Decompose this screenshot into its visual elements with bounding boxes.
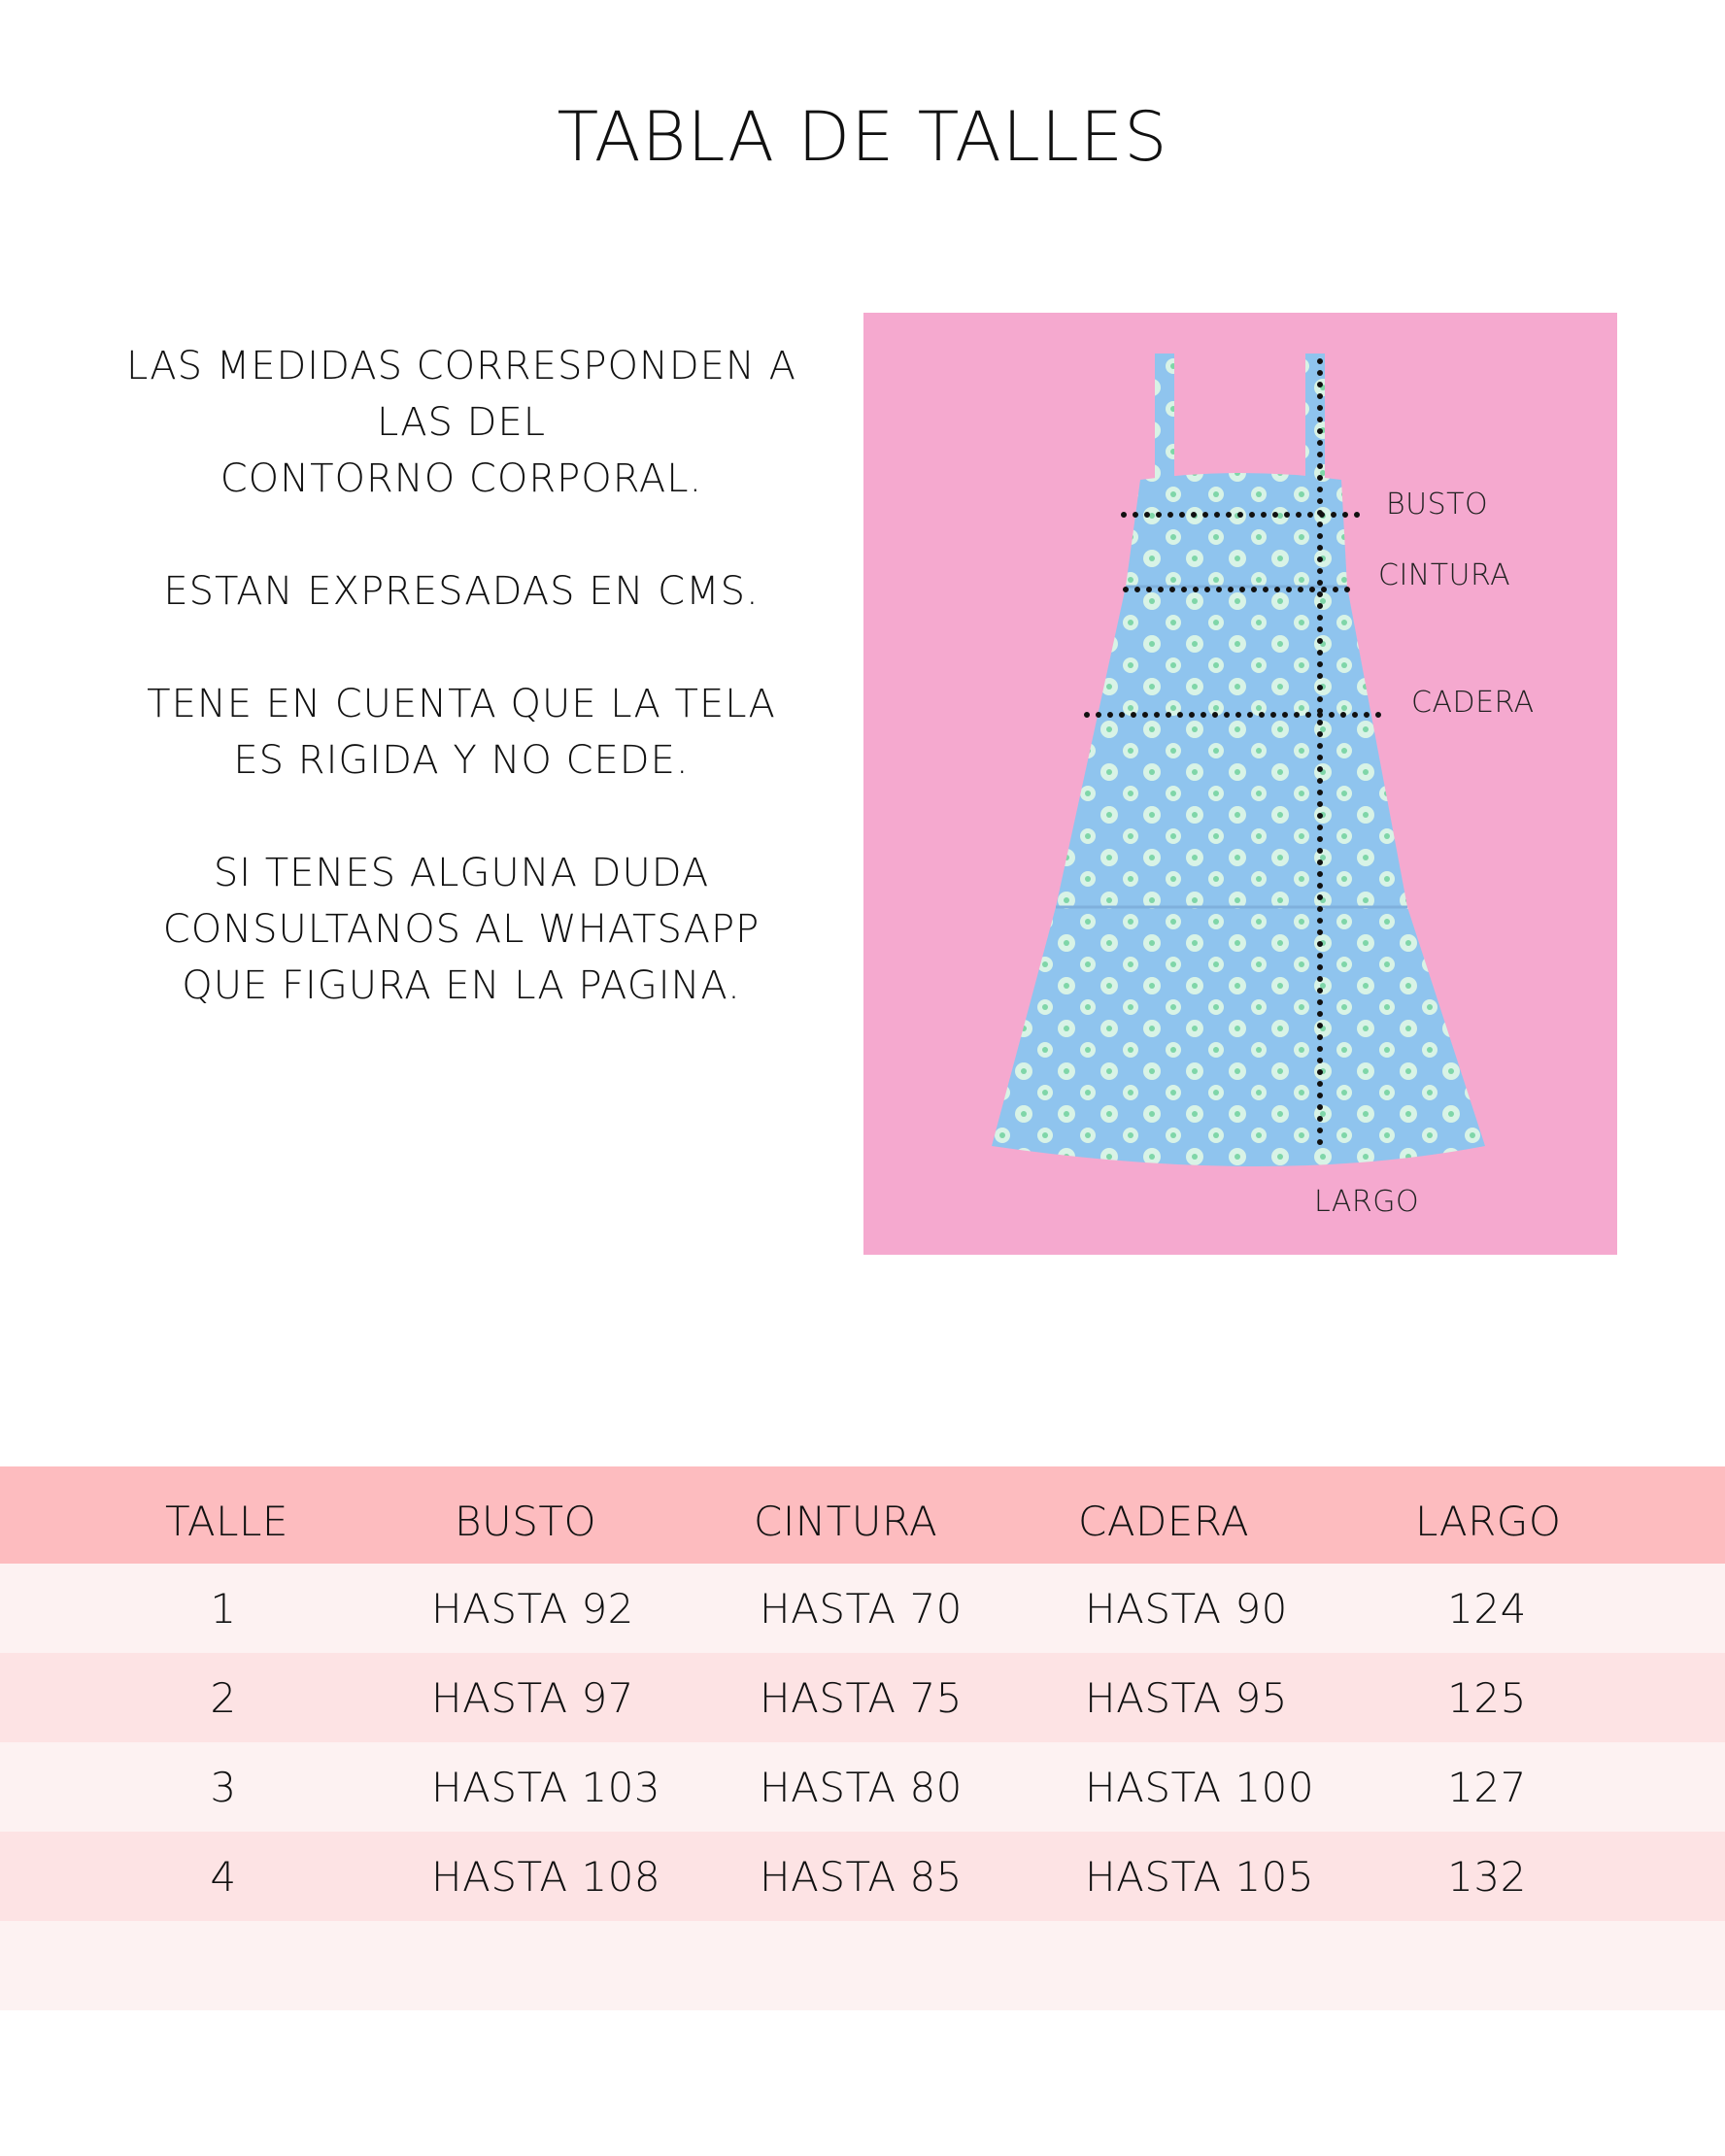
table-row bbox=[0, 1742, 1725, 1832]
dress-strap-left bbox=[1155, 354, 1174, 480]
cintura-label: CINTURA bbox=[1378, 558, 1511, 592]
header-cintura: CINTURA bbox=[754, 1498, 938, 1545]
header-largo: LARGO bbox=[1415, 1498, 1562, 1545]
header-busto: BUSTO bbox=[455, 1498, 597, 1545]
cintura-cell: HASTA 80 bbox=[760, 1764, 963, 1811]
note-line: LAS DEL bbox=[376, 400, 547, 445]
note-line: CONSULTANOS AL WHATSAPP bbox=[162, 907, 761, 952]
dress-bodice bbox=[1126, 473, 1347, 587]
page-title: TABLA DE TALLES bbox=[557, 97, 1168, 177]
busto-cell: HASTA 108 bbox=[431, 1853, 661, 1901]
header-cadera: CADERA bbox=[1078, 1498, 1250, 1545]
size-table bbox=[0, 1466, 1725, 2010]
largo-cell: 124 bbox=[1447, 1585, 1527, 1633]
table-header-row bbox=[0, 1466, 1725, 1564]
busto-label: BUSTO bbox=[1386, 488, 1489, 522]
table-row bbox=[0, 1832, 1725, 1921]
largo-cell: 132 bbox=[1447, 1853, 1527, 1901]
talle-cell: 1 bbox=[210, 1585, 237, 1633]
note-paragraph bbox=[87, 845, 835, 1014]
note-line: LAS MEDIDAS CORRESPONDEN A bbox=[126, 344, 796, 388]
dress-illustration bbox=[863, 313, 1617, 1255]
largo-cell: 125 bbox=[1447, 1674, 1527, 1722]
dress-photo bbox=[863, 313, 1617, 1255]
size-notes bbox=[87, 338, 835, 1070]
largo-cell: 127 bbox=[1447, 1764, 1527, 1811]
cadera-cell: HASTA 105 bbox=[1085, 1853, 1315, 1901]
header-talle: TALLE bbox=[165, 1498, 288, 1545]
talle-cell: 2 bbox=[210, 1674, 237, 1722]
note-paragraph bbox=[87, 338, 835, 507]
table-row bbox=[0, 1564, 1725, 1653]
dress-skirt-lower bbox=[992, 907, 1485, 1166]
table-row-empty bbox=[0, 1921, 1725, 2010]
note-line: QUE FIGURA EN LA PAGINA. bbox=[182, 963, 741, 1008]
talle-cell: 3 bbox=[210, 1764, 237, 1811]
cadera-cell: HASTA 100 bbox=[1085, 1764, 1315, 1811]
busto-cell: HASTA 103 bbox=[431, 1764, 661, 1811]
dress-skirt-upper bbox=[1056, 587, 1407, 907]
largo-label: LARGO bbox=[1314, 1185, 1420, 1219]
note-line: TENE EN CUENTA QUE LA TELA bbox=[147, 682, 776, 726]
cintura-cell: HASTA 85 bbox=[760, 1853, 963, 1901]
cadera-label: CADERA bbox=[1411, 686, 1535, 720]
note-line: SI TENES ALGUNA DUDA bbox=[213, 851, 710, 895]
cadera-cell: HASTA 90 bbox=[1085, 1585, 1288, 1633]
note-paragraph bbox=[87, 676, 835, 789]
table-row bbox=[0, 1653, 1725, 1742]
cintura-cell: HASTA 75 bbox=[760, 1674, 963, 1722]
note-paragraph bbox=[87, 563, 835, 620]
note-line: ESTAN EXPRESADAS EN CMS. bbox=[163, 569, 760, 614]
cintura-cell: HASTA 70 bbox=[760, 1585, 963, 1633]
note-line: ES RIGIDA Y NO CEDE. bbox=[233, 738, 690, 783]
note-line: CONTORNO CORPORAL. bbox=[220, 456, 703, 501]
busto-cell: HASTA 97 bbox=[431, 1674, 634, 1722]
busto-cell: HASTA 92 bbox=[431, 1585, 634, 1633]
cadera-cell: HASTA 95 bbox=[1085, 1674, 1288, 1722]
talle-cell: 4 bbox=[210, 1853, 237, 1901]
